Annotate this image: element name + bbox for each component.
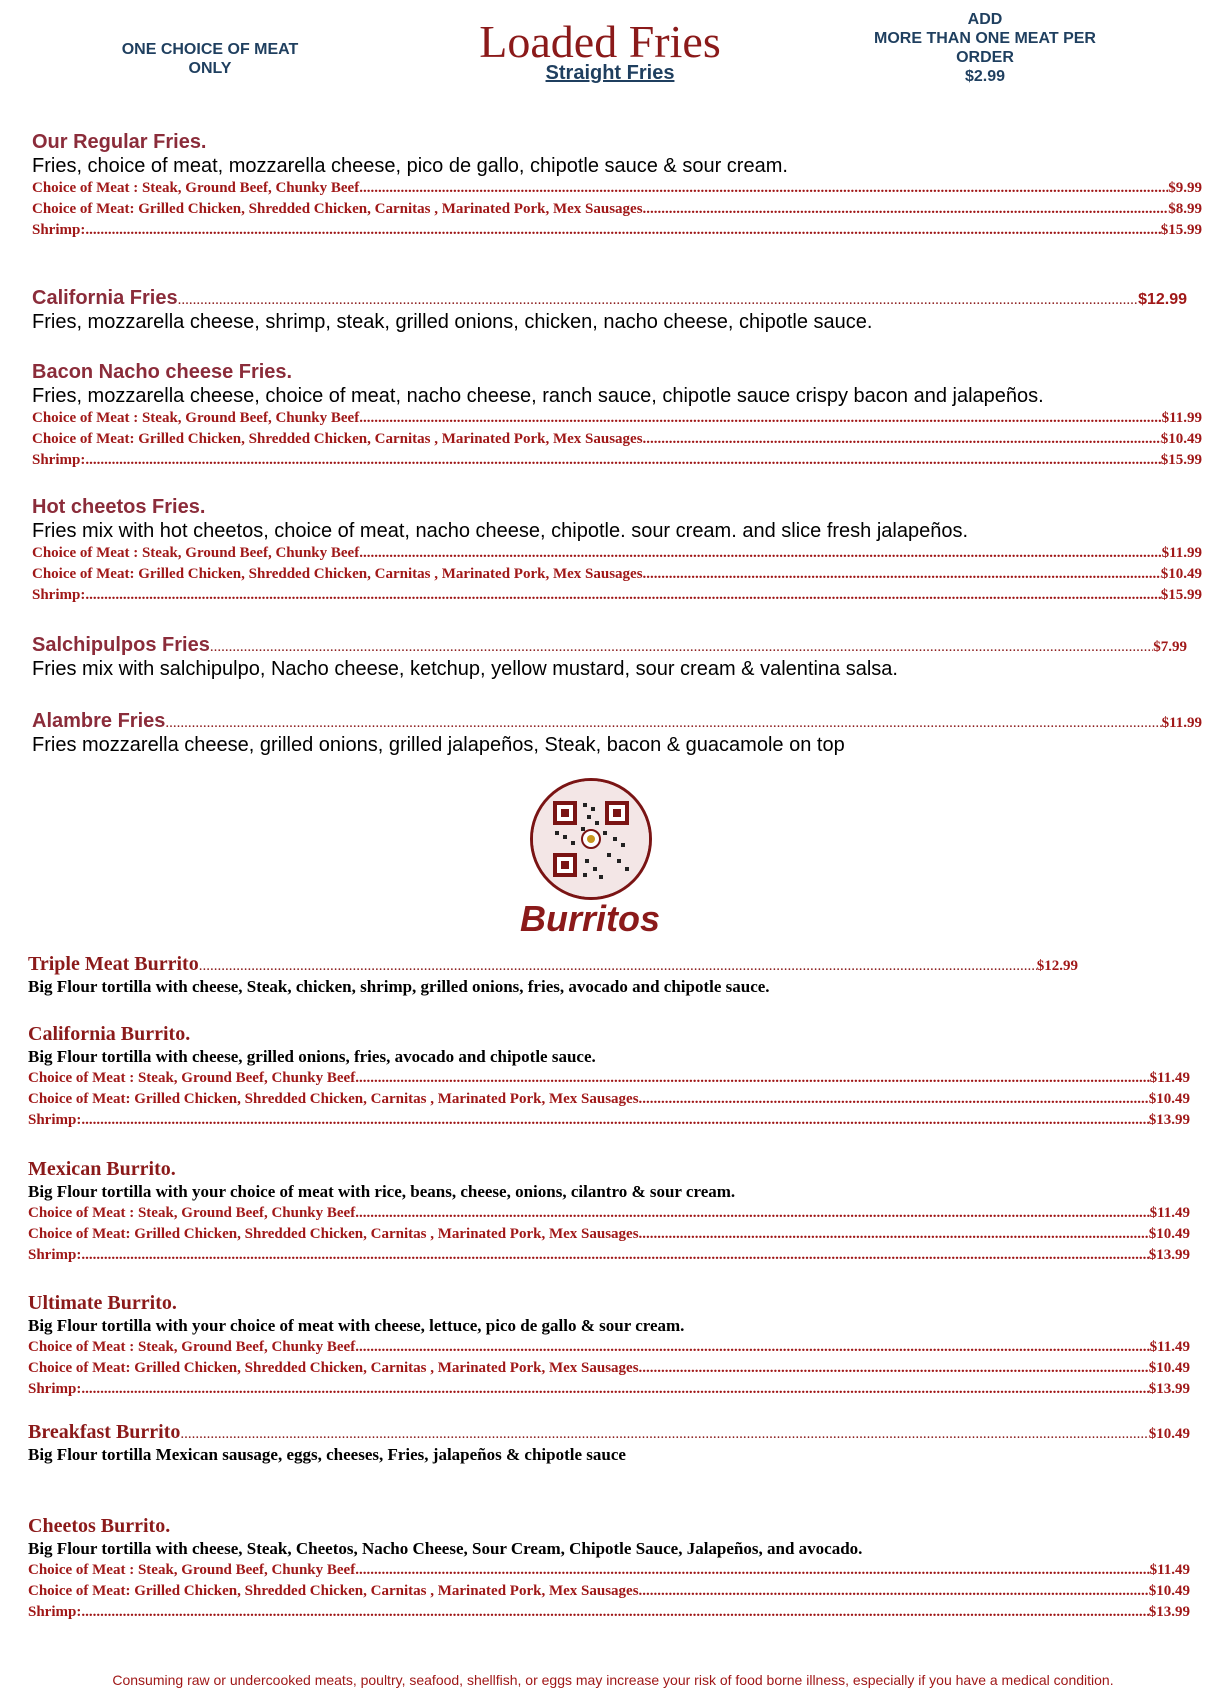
option-label: Choice of Meat : Steak, Ground Beef, Chunky Beef	[28, 1339, 356, 1355]
option-price: $10.49	[1148, 1226, 1190, 1242]
menu-item-ultimate-burrito	[28, 1291, 1190, 1400]
item-name: Salchipulpos Fries	[32, 634, 210, 656]
option-label: Choice of Meat : Steak, Ground Beef, Chunky Beef	[32, 410, 360, 426]
option-price: $13.99	[1148, 1604, 1190, 1620]
option-price: $10.49	[1160, 431, 1202, 447]
price-option-row	[28, 1560, 1190, 1581]
option-label: Choice of Meat : Steak, Ground Beef, Chunky Beef	[28, 1562, 356, 1578]
option-label: Shrimp:	[32, 587, 86, 603]
option-price: $15.99	[1160, 452, 1202, 468]
option-label: Choice of Meat : Steak, Ground Beef, Chunky Beef	[28, 1070, 356, 1086]
item-title-row	[28, 952, 1078, 976]
price-option-row	[28, 1224, 1190, 1245]
item-description: Big Flour tortilla Mexican sausage, eggs, cheeses, Fries, jalapeños & chipotle sauce	[28, 1445, 626, 1464]
item-title-row	[28, 1420, 1190, 1444]
option-label: Choice of Meat: Grilled Chicken, Shredded Chicken, Carnitas , Marinated Pork, Mex Sausages	[32, 431, 643, 447]
item-name: Mexican Burrito.	[28, 1158, 176, 1180]
item-description: Fries, mozzarella cheese, choice of meat, nacho cheese, ranch sauce, chipotle sauce crispy bacon and jalapeños.	[32, 385, 1044, 407]
price-option-row	[32, 564, 1202, 585]
price-option-row	[28, 1245, 1190, 1266]
item-description: Big Flour tortilla with cheese, Steak, Cheetos, Nacho Cheese, Sour Cream, Chipotle Sauce, Jalapeños, and avocado.	[28, 1539, 863, 1558]
price-option-row	[32, 408, 1202, 429]
extra-meat-line2: MORE THAN ONE MEAT PER ORDER	[874, 30, 1096, 66]
item-name: Hot cheetos Fries.	[32, 496, 206, 518]
item-name: Our Regular Fries.	[32, 131, 207, 153]
item-name: Cheetos Burrito.	[28, 1515, 171, 1537]
item-name: Triple Meat Burrito	[28, 953, 199, 975]
option-price: $9.99	[1168, 180, 1202, 196]
price-option-row	[28, 1203, 1190, 1224]
option-price: $13.99	[1148, 1381, 1190, 1397]
price-option-row	[28, 1602, 1190, 1623]
option-price: $11.99	[1161, 545, 1202, 561]
option-price: $15.99	[1160, 222, 1202, 238]
item-name: Ultimate Burrito.	[28, 1292, 177, 1314]
menu-item-california-burrito	[28, 1022, 1190, 1131]
option-price: $13.99	[1148, 1247, 1190, 1263]
burritos-section-title: Burritos	[519, 898, 660, 939]
item-name: Alambre Fries	[32, 710, 166, 732]
price-option-row	[32, 429, 1202, 450]
option-label: Choice of Meat : Steak, Ground Beef, Chunky Beef	[32, 180, 360, 196]
price-option-row	[32, 178, 1202, 199]
option-price: $10.49	[1148, 1091, 1190, 1107]
extra-meat-line1: ADD	[967, 11, 1003, 28]
menu-item-cheetos-burrito	[28, 1514, 1190, 1623]
item-description: Fries, choice of meat, mozzarella cheese, pico de gallo, chipotle sauce & sour cream.	[32, 155, 788, 177]
item-description: Big Flour tortilla with your choice of meat with rice, beans, cheese, onions, cilantro & sour cream.	[28, 1182, 736, 1201]
page-title: Loaded Fries	[479, 16, 721, 67]
extra-meat-price: $2.99	[964, 68, 1006, 85]
menu-item-mexican-burrito	[28, 1157, 1190, 1266]
option-price: $11.49	[1149, 1562, 1190, 1578]
item-price: $11.99	[1161, 715, 1202, 731]
page-subtitle: Straight Fries	[545, 62, 675, 84]
item-description: Big Flour tortilla with cheese, Steak, chicken, shrimp, grilled onions, fries, avocado and chipotle sauce.	[28, 977, 770, 996]
option-label: Choice of Meat : Steak, Ground Beef, Chunky Beef	[28, 1205, 356, 1221]
food-safety-disclaimer: Consuming raw or undercooked meats, poultry, seafood, shellfish, or eggs may increase your risk of food borne illness, especially if you have a medical condition.	[112, 1672, 1114, 1688]
menu-item-hot-cheetos-fries	[32, 495, 1202, 606]
option-label: Choice of Meat: Grilled Chicken, Shredded Chicken, Carnitas , Marinated Pork, Mex Sausages	[32, 201, 643, 217]
menu-item-regular-fries	[32, 130, 1202, 241]
menu-item-alambre-fries	[32, 709, 1202, 757]
extra-meat-note	[850, 10, 1120, 86]
price-option-row	[28, 1068, 1190, 1089]
item-price: $12.99	[1036, 958, 1078, 974]
option-label: Choice of Meat: Grilled Chicken, Shredded Chicken, Carnitas , Marinated Pork, Mex Sausages	[32, 566, 643, 582]
qr-code-logo-icon[interactable]	[530, 778, 652, 900]
option-label: Shrimp:	[28, 1112, 82, 1128]
item-title-row	[32, 286, 1187, 310]
menu-item-triple-meat-burrito	[28, 952, 1078, 998]
price-option-row	[32, 199, 1202, 220]
option-label: Shrimp:	[28, 1247, 82, 1263]
price-option-row	[28, 1379, 1190, 1400]
price-option-row	[32, 585, 1202, 606]
price-option-row	[28, 1110, 1190, 1131]
option-label: Shrimp:	[32, 452, 86, 468]
item-price: $12.99	[1138, 291, 1187, 308]
single-meat-note: ONE CHOICE OF MEAT ONLY	[121, 41, 299, 77]
option-label: Choice of Meat: Grilled Chicken, Shredded Chicken, Carnitas , Marinated Pork, Mex Sausages	[28, 1583, 639, 1599]
price-option-row	[32, 220, 1202, 241]
option-price: $11.49	[1149, 1070, 1190, 1086]
option-price: $8.99	[1168, 201, 1202, 217]
option-price: $15.99	[1160, 587, 1202, 603]
price-option-row	[28, 1089, 1190, 1110]
price-option-row	[28, 1581, 1190, 1602]
option-label: Shrimp:	[32, 222, 86, 238]
menu-item-breakfast-burrito	[28, 1420, 1190, 1466]
option-label: Shrimp:	[28, 1604, 82, 1620]
price-option-row	[28, 1358, 1190, 1379]
item-description: Big Flour tortilla with cheese, grilled onions, fries, avocado and chipotle sauce.	[28, 1047, 596, 1066]
item-description: Big Flour tortilla with your choice of meat with cheese, lettuce, pico de gallo & sour cream.	[28, 1316, 685, 1335]
item-title-row	[32, 709, 1202, 733]
option-price: $11.99	[1161, 410, 1202, 426]
item-price: $7.99	[1153, 639, 1187, 655]
option-price: $10.49	[1148, 1583, 1190, 1599]
item-description: Fries, mozzarella cheese, shrimp, steak, grilled onions, chicken, nacho cheese, chipotle sauce.	[32, 311, 873, 333]
price-option-row	[32, 543, 1202, 564]
option-label: Choice of Meat: Grilled Chicken, Shredded Chicken, Carnitas , Marinated Pork, Mex Sausages	[28, 1091, 639, 1107]
item-price: $10.49	[1148, 1426, 1190, 1442]
option-label: Choice of Meat: Grilled Chicken, Shredded Chicken, Carnitas , Marinated Pork, Mex Sausages	[28, 1360, 639, 1376]
option-price: $11.49	[1149, 1339, 1190, 1355]
price-option-row	[28, 1337, 1190, 1358]
option-label: Choice of Meat: Grilled Chicken, Shredded Chicken, Carnitas , Marinated Pork, Mex Sausages	[28, 1226, 639, 1242]
item-description: Fries mozzarella cheese, grilled onions, grilled jalapeños, Steak, bacon & guacamole on top	[32, 734, 845, 756]
item-title-row	[32, 633, 1187, 657]
option-price: $10.49	[1148, 1360, 1190, 1376]
menu-item-bacon-fries	[32, 360, 1202, 471]
option-price: $10.49	[1160, 566, 1202, 582]
option-label: Choice of Meat : Steak, Ground Beef, Chunky Beef	[32, 545, 360, 561]
item-name: Breakfast Burrito	[28, 1421, 181, 1443]
option-label: Shrimp:	[28, 1381, 82, 1397]
menu-item-salchipulpos-fries	[32, 633, 1187, 681]
menu-item-california-fries	[32, 286, 1187, 334]
option-price: $13.99	[1148, 1112, 1190, 1128]
option-price: $11.49	[1149, 1205, 1190, 1221]
item-name: Bacon Nacho cheese Fries.	[32, 361, 293, 383]
item-name: California Burrito.	[28, 1023, 191, 1045]
item-name: California Fries	[32, 287, 178, 309]
item-description: Fries mix with salchipulpo, Nacho cheese, ketchup, yellow mustard, sour cream & valentina salsa.	[32, 658, 898, 680]
price-option-row	[32, 450, 1202, 471]
item-description: Fries mix with hot cheetos, choice of meat, nacho cheese, chipotle. sour cream. and slice fresh jalapeños.	[32, 520, 969, 542]
